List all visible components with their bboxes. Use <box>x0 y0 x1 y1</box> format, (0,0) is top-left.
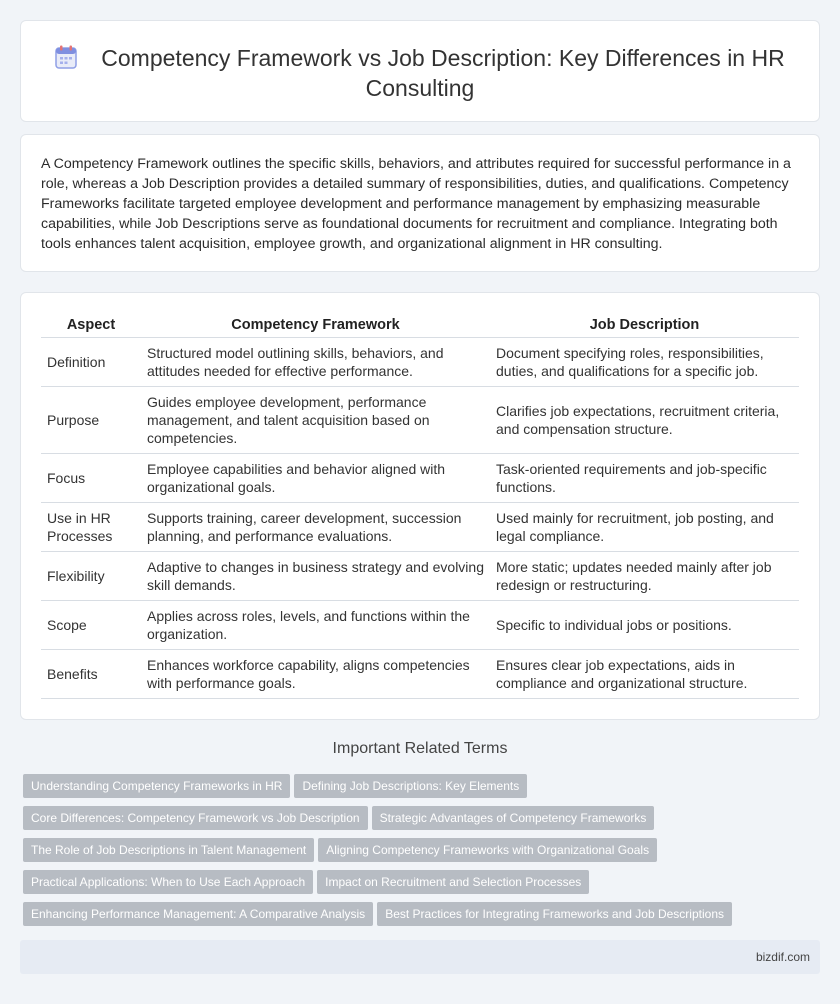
row-aspect: Definition <box>41 337 141 386</box>
related-terms-heading: Important Related Terms <box>332 740 508 757</box>
related-terms-list <box>23 774 823 934</box>
table-row <box>41 337 799 386</box>
row-competency-framework: Guides employee development, performance management, and talent acquisition based on competencies. <box>141 386 490 453</box>
table-row <box>41 600 799 649</box>
footer <box>20 940 820 974</box>
related-term-link[interactable]: Practical Applications: When to Use Each Approach <box>23 870 313 894</box>
header-competency-framework: Competency Framework <box>141 313 490 337</box>
footer-site-link[interactable]: bizdif.com <box>755 950 810 964</box>
related-term-link[interactable]: Defining Job Descriptions: Key Elements <box>294 774 527 798</box>
summary-card <box>20 134 820 272</box>
row-competency-framework: Enhances workforce capability, aligns competencies with performance goals. <box>141 649 490 698</box>
table-header-row <box>41 313 799 337</box>
related-term-link[interactable]: Aligning Competency Frameworks with Organizational Goals <box>318 838 657 862</box>
table-row <box>41 649 799 698</box>
row-aspect: Benefits <box>41 649 141 698</box>
related-term-link[interactable]: Impact on Recruitment and Selection Processes <box>317 870 589 894</box>
comparison-table <box>41 313 799 699</box>
row-job-description: Specific to individual jobs or positions. <box>490 600 799 649</box>
row-job-description: Used mainly for recruitment, job posting, and legal compliance. <box>490 502 799 551</box>
related-term-link[interactable]: Core Differences: Competency Framework vs Job Description <box>23 806 368 830</box>
table-row <box>41 386 799 453</box>
row-job-description: Ensures clear job expectations, aids in compliance and organizational structure. <box>490 649 799 698</box>
row-aspect: Use in HR Processes <box>41 502 141 551</box>
row-competency-framework: Structured model outlining skills, behaviors, and attitudes needed for effective performance. <box>141 337 490 386</box>
header-aspect: Aspect <box>41 313 141 337</box>
row-aspect: Focus <box>41 453 141 502</box>
comparison-table-card <box>20 292 820 720</box>
header-job-description: Job Description <box>490 313 799 337</box>
row-competency-framework: Supports training, career development, succession planning, and performance evaluations. <box>141 502 490 551</box>
calendar-icon <box>55 45 77 69</box>
row-job-description: Clarifies job expectations, recruitment criteria, and compensation structure. <box>490 386 799 453</box>
related-term-link[interactable]: Understanding Competency Frameworks in HR <box>23 774 290 798</box>
summary-paragraph: A Competency Framework outlines the specific skills, behaviors, and attributes required for successful performance in a role, whereas a Job Description provides a detailed summary of responsibilities, duties, and qualifications. Competency Frameworks facilitate targeted employee development and performance management by emphasizing measurable capabilities, while Job Descriptions serve as foundational documents for recruitment and compliance. Integrating both tools enhances talent acquisition, employee growth, and organizational alignment in HR consulting. <box>41 156 791 252</box>
row-job-description: Document specifying roles, responsibilities, duties, and qualifications for a specific job. <box>490 337 799 386</box>
table-row <box>41 453 799 502</box>
page-title-wrap <box>21 43 819 103</box>
related-term-link[interactable]: Best Practices for Integrating Frameworks and Job Descriptions <box>377 902 732 926</box>
table-row <box>41 502 799 551</box>
title-card <box>20 20 820 122</box>
row-job-description: Task-oriented requirements and job-specific functions. <box>490 453 799 502</box>
page-title: Competency Framework vs Job Description: Key Differences in HR Consulting <box>101 45 785 101</box>
row-job-description: More static; updates needed mainly after job redesign or restructuring. <box>490 551 799 600</box>
row-competency-framework: Applies across roles, levels, and functions within the organization. <box>141 600 490 649</box>
related-term-link[interactable]: Enhancing Performance Management: A Comparative Analysis <box>23 902 373 926</box>
row-competency-framework: Employee capabilities and behavior aligned with organizational goals. <box>141 453 490 502</box>
row-aspect: Purpose <box>41 386 141 453</box>
row-aspect: Scope <box>41 600 141 649</box>
table-row <box>41 551 799 600</box>
related-term-link[interactable]: Strategic Advantages of Competency Frameworks <box>372 806 655 830</box>
row-competency-framework: Adaptive to changes in business strategy and evolving skill demands. <box>141 551 490 600</box>
row-aspect: Flexibility <box>41 551 141 600</box>
related-term-link[interactable]: The Role of Job Descriptions in Talent Management <box>23 838 314 862</box>
